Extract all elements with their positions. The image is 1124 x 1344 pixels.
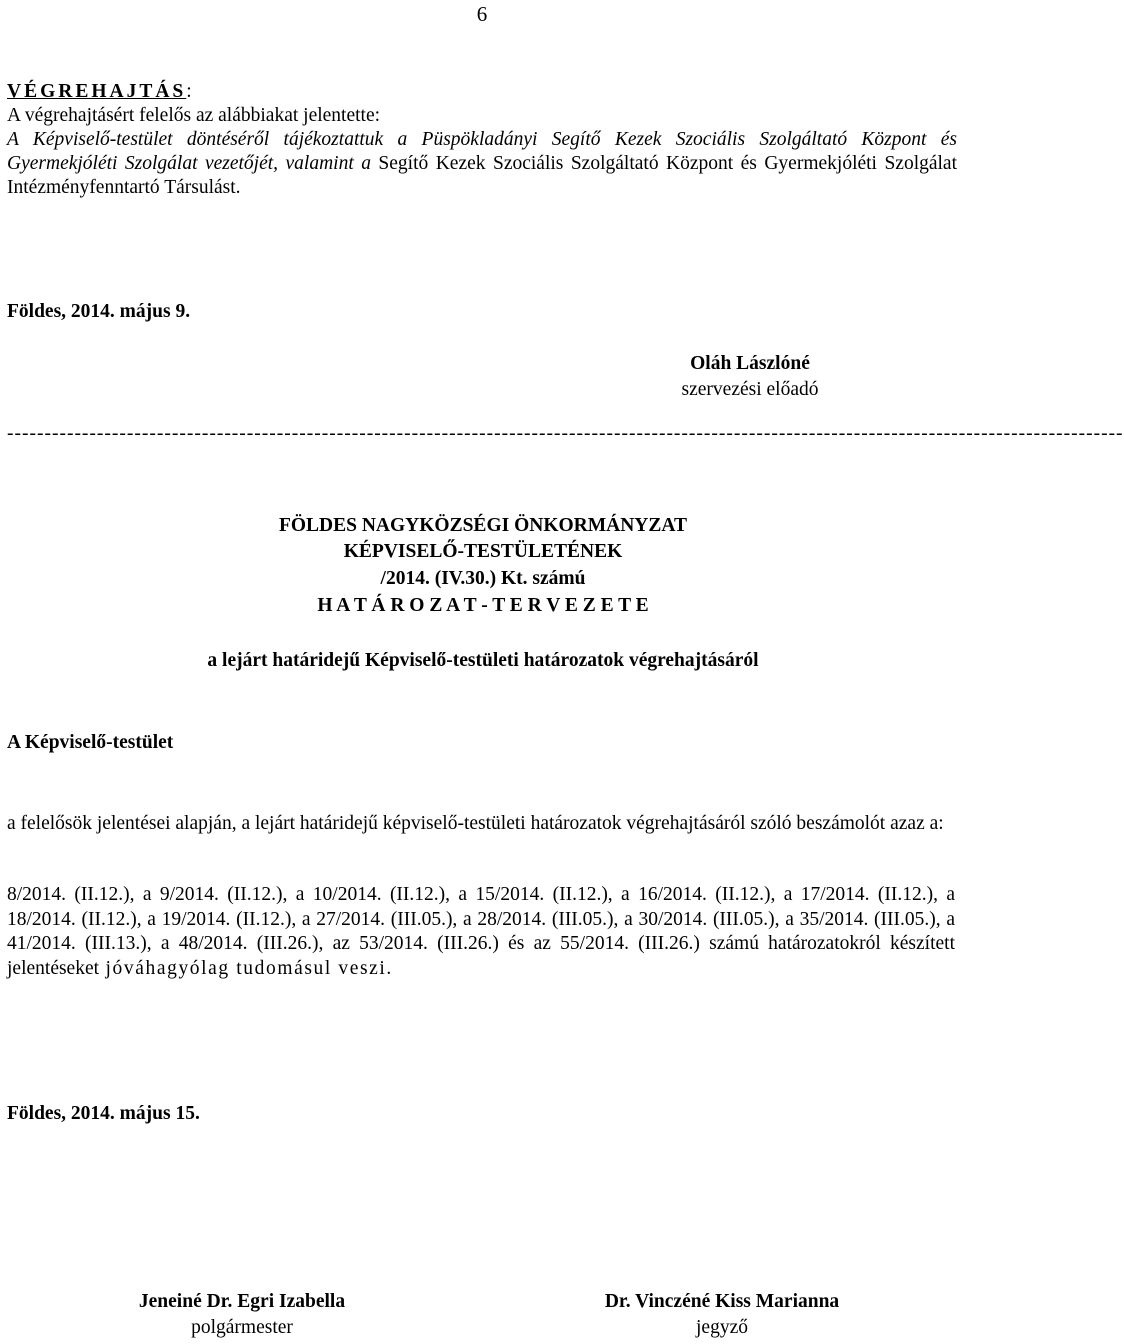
- execution-heading-colon: :: [186, 81, 192, 102]
- resolution-header-2: KÉPVISELŐ-TESTÜLETÉNEK: [343, 541, 623, 562]
- resolution-number: /2014. (IV.30.) Kt. számú: [380, 568, 586, 589]
- resolution-type: H A T Á R O Z A T - T E R V E Z E T E: [317, 595, 649, 616]
- execution-report-intro: A végrehajtásért felelős az alábbiakat jelentette:: [7, 105, 381, 126]
- resolution-list: 8/2014. (II.12.), a 9/2014. (II.12.), a 10/2014. (II.12.), a 15/2014. (II.12.), a 16/2014. (II.12.), a 17/2014. (II.12.), a 18/2014. (II.12.), a 19/2014. (II.12.), a 27/2014. (III.05.), a 28/2014. (III.05.), a 30/2014. (III.05.), a 35/2014. (III.05.), a 41/2014. (III.13.), a 48/2014. (III.26.), az 53/2014. (III.26.) és az 55/2014. (III.26.) számú határozatokról készített jelentéseket: [7, 884, 955, 979]
- signer-1-title: szervezési előadó: [681, 379, 819, 400]
- execution-report-normal: Segítő Kezek Szociális Szolgáltató Központ és Gyermekjóléti Szolgálat Intézményfenntartó Társulást.: [7, 153, 958, 198]
- page-number: 6: [476, 2, 488, 26]
- execution-report-italic: A Képviselő-testület döntéséről tájékoztattuk a Püspökladányi Segítő Kezek Szociális Szolgáltató Központ és Gyermekjóléti Szolgálat vezetőjét, valamint a: [7, 129, 957, 174]
- signature-2-name: Dr. Vinczéné Kiss Marianna: [604, 1291, 840, 1312]
- signature-1-title: polgármester: [191, 1317, 293, 1338]
- signer-1-name: Oláh Lászlóné: [690, 353, 810, 374]
- place-date-2: Földes, 2014. május 15.: [7, 1103, 200, 1124]
- execution-report-text: [7, 128, 957, 200]
- resolution-body-title: A Képviselő-testület: [7, 732, 174, 753]
- place-date-1: Földes, 2014. május 9.: [7, 301, 191, 322]
- divider-line: -----------------------------------------------------------------------------------------------------------------------------------------------------: [7, 423, 1124, 444]
- resolution-subject: a lejárt határidejű Képviselő-testületi határozatok végrehajtásáról: [207, 650, 759, 671]
- resolution-para-1: a felelősök jelentései alapján, a lejárt határidejű képviselő-testületi határozatok végrehajtásáról szóló beszámolót azaz a:: [7, 813, 944, 834]
- signature-2-title: jegyző: [696, 1317, 748, 1338]
- execution-heading-line: [7, 80, 959, 104]
- resolution-decision: jóváhagyólag tudomásul veszi.: [99, 957, 393, 979]
- resolution-header-1: FÖLDES NAGYKÖZSÉGI ÖNKORMÁNYZAT: [278, 515, 688, 536]
- resolution-para-2: [7, 883, 955, 981]
- execution-heading: VÉGREHAJTÁS: [7, 81, 187, 102]
- signature-1-name: Jeneiné Dr. Egri Izabella: [138, 1291, 346, 1312]
